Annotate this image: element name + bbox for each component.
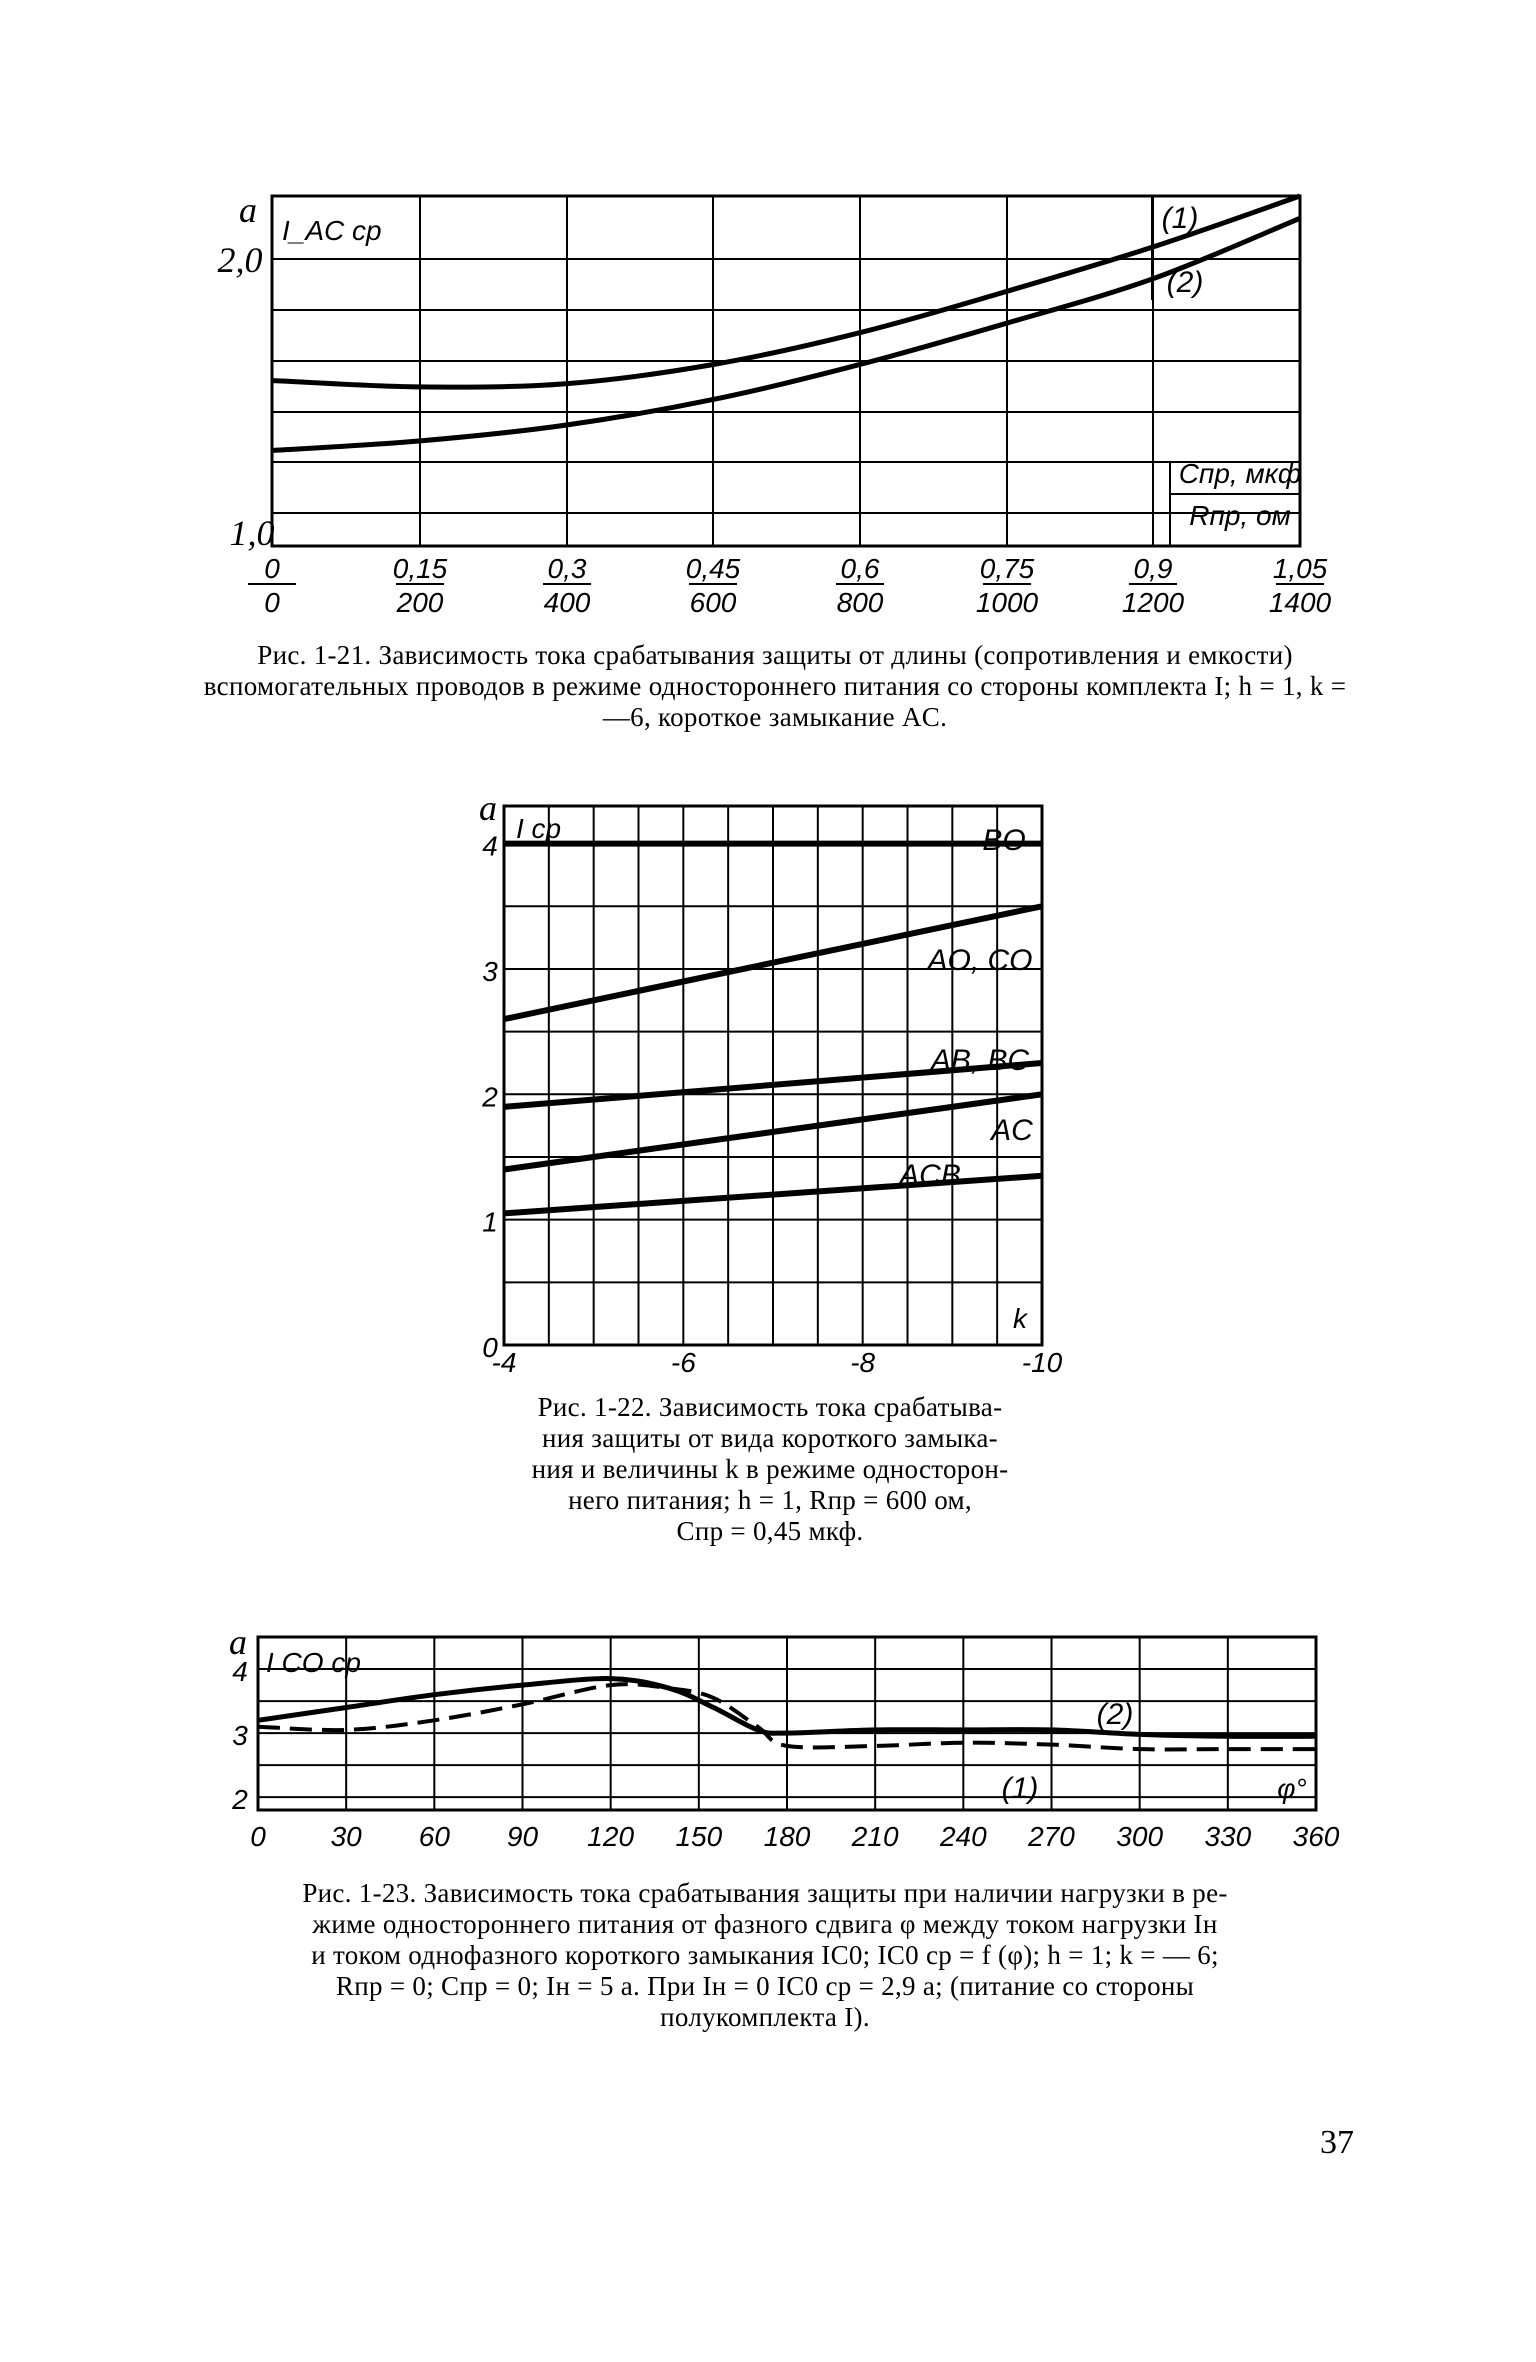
fig23-x-tick: 90	[506, 1821, 539, 1852]
fig21-x-label-bottom: Rпр, ом	[1189, 500, 1291, 531]
fig22-caption-line: ния защиты от вида короткого замыка-	[542, 1423, 998, 1453]
fig21-x-tick-bottom: 800	[836, 587, 884, 618]
fig23-x-tick: 270	[1028, 1821, 1075, 1852]
fig22-series-label: BO	[982, 824, 1026, 857]
fig22-y-label: I ср	[516, 813, 562, 844]
fig22-x-tick: -6	[670, 1347, 696, 1378]
fig21-chart	[218, 190, 1332, 618]
fig23-caption-line: Rпр = 0; Cпр = 0; Iн = 5 a. При Iн = 0 IC0 ср = 2,9 a; (питание со стороны	[335, 1971, 1195, 2001]
fig21-y-tick: 2,0	[217, 240, 263, 280]
fig23-x-tick: 180	[763, 1821, 811, 1852]
fig23-x-tick: 30	[330, 1821, 362, 1852]
fig23-x-tick: 60	[418, 1821, 450, 1852]
fig23-caption-line: полукомплекта I).	[660, 2002, 870, 2032]
fig21-x-tick-top: 0,75	[979, 553, 1035, 584]
fig23-x-tick: 300	[1116, 1821, 1164, 1852]
fig23-x-tick: 120	[587, 1821, 635, 1852]
fig21-series-label: (2)	[1166, 266, 1204, 299]
fig23-y-tick: 4	[232, 1656, 248, 1688]
fig21-y-label: I_AC ср	[282, 215, 382, 246]
fig22-y-tick: 1	[482, 1206, 498, 1238]
fig22-y-tick: 0	[482, 1332, 498, 1363]
fig23-caption-line: жиме одностороннего питания от фазного сдвига φ между током нагрузки Iн	[312, 1909, 1218, 1939]
fig21-x-tick-top: 0	[264, 553, 280, 584]
fig22-y-unit: a	[479, 788, 497, 828]
fig21-x-tick-top: 0,15	[392, 553, 448, 584]
fig22-x-tick: -10	[1021, 1347, 1063, 1378]
fig23-y-tick: 3	[232, 1720, 248, 1752]
fig22-series-label: AO, CO	[927, 944, 1033, 977]
fig21-x-label-top: Спр, мкф	[1178, 458, 1302, 489]
fig22-series-label: AB, BC	[930, 1044, 1030, 1077]
fig22-x-label: k	[1013, 1303, 1027, 1334]
fig22-y-tick: 2	[482, 1081, 498, 1113]
fig22-caption	[440, 1392, 1100, 1547]
fig23-series-label: (1)	[1001, 1772, 1039, 1805]
fig22-caption-line: него питания; h = 1, Rпр = 600 ом,	[568, 1485, 972, 1515]
fig21-series-label: (1)	[1161, 202, 1199, 235]
fig21-x-tick-top: 0,9	[1133, 553, 1173, 584]
fig22-series-label: ACB	[899, 1159, 961, 1192]
page-number: 37	[1320, 2124, 1354, 2161]
fig21-x-tick-bottom: 200	[396, 587, 444, 618]
fig21-x-tick-top: 0,6	[840, 553, 880, 584]
fig22-caption-line: Рис. 1-22. Зависимость тока срабатыва-	[537, 1392, 1003, 1422]
fig21-series-line	[272, 218, 1300, 450]
fig23-x-tick: 210	[851, 1821, 899, 1852]
fig23-caption-line: Рис. 1-23. Зависимость тока срабатывания защиты при наличии нагрузки в ре-	[302, 1878, 1228, 1908]
fig23-y-label: I CO ср	[266, 1647, 361, 1678]
fig22-caption-line: ния и величины k в режиме односторон-	[531, 1454, 1009, 1484]
fig23-series-label: (2)	[1096, 1698, 1134, 1731]
fig22-series-label: AC	[991, 1114, 1033, 1147]
fig21-x-tick-bottom: 1200	[1121, 587, 1185, 618]
fig21-x-tick-bottom: 1000	[975, 587, 1039, 618]
fig23-x-tick: 240	[939, 1821, 987, 1852]
fig23-caption-line: и током однофазного короткого замыкания IC0; IC0 ср = f (φ); h = 1; k = — 6;	[311, 1940, 1219, 1970]
fig23-y-tick: 2	[232, 1784, 248, 1816]
fig23-x-tick: 150	[675, 1821, 723, 1852]
fig21-x-tick-bottom: 0	[264, 587, 280, 618]
fig22-y-tick: 3	[482, 955, 498, 987]
fig22-y-tick: 4	[482, 830, 498, 862]
fig21-x-tick-top: 0,45	[685, 553, 741, 584]
fig22-x-tick: -8	[850, 1347, 876, 1378]
fig21-y-unit: a	[239, 190, 257, 230]
fig23-x-tick: 360	[1292, 1821, 1340, 1852]
fig23-x-tick: 330	[1204, 1821, 1252, 1852]
fig23-caption	[170, 1878, 1360, 2033]
fig21-series-line	[272, 196, 1300, 387]
fig21-x-tick-bottom: 400	[543, 587, 591, 618]
fig23-x-tick: 0	[250, 1821, 266, 1852]
fig23-y-unit: a	[229, 1622, 247, 1662]
fig21-y-tick: 1,0	[229, 513, 275, 553]
fig23-chart	[229, 1622, 1340, 1852]
fig21-x-tick-top: 1,05	[1272, 553, 1328, 584]
fig22-chart	[479, 788, 1063, 1378]
fig23-x-label: φ°	[1277, 1773, 1307, 1804]
fig21-caption-text: Рис. 1-21. Зависимость тока срабатывания защиты от длины (сопротивления и емкости) вспомогательных проводов в режиме одностороннего питания со стороны комплекта I; h = 1, k = —6, короткое замыкание AC.	[203, 640, 1347, 732]
fig21-x-tick-top: 0,3	[547, 553, 587, 584]
fig21-x-tick-bottom: 1400	[1268, 587, 1332, 618]
fig21-caption	[200, 640, 1350, 733]
fig21-x-tick-bottom: 600	[689, 587, 737, 618]
fig22-x-tick: -4	[491, 1347, 517, 1378]
fig22-caption-line: Cпр = 0,45 мкф.	[676, 1516, 864, 1546]
